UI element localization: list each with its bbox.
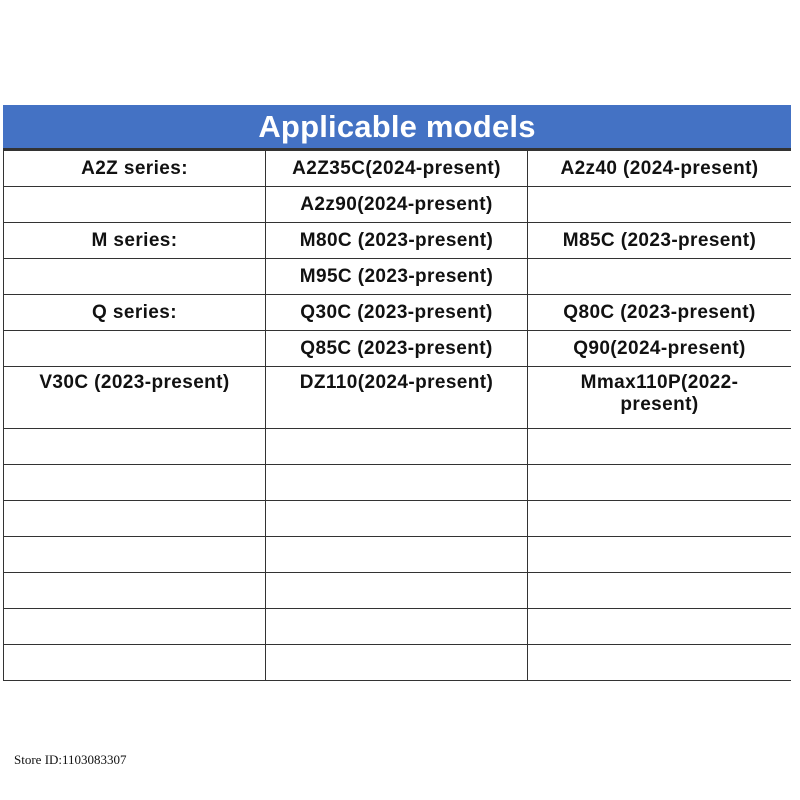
models-table bbox=[3, 105, 791, 695]
store-id-caption: Store ID:1103083307 bbox=[14, 752, 127, 767]
table-cell: Q85C (2023-present) bbox=[266, 331, 528, 367]
table-cell: Q series: bbox=[4, 295, 266, 331]
table-cell bbox=[4, 331, 266, 367]
table-cell: A2z40 (2024-present) bbox=[528, 151, 792, 187]
table-cell: Q80C (2023-present) bbox=[528, 295, 792, 331]
table-row bbox=[4, 367, 792, 429]
empty-cell bbox=[266, 429, 528, 465]
table-cell: Q90(2024-present) bbox=[528, 331, 792, 367]
models-grid bbox=[3, 150, 791, 681]
empty-row bbox=[4, 501, 792, 537]
table-cell: M80C (2023-present) bbox=[266, 223, 528, 259]
table-cell: A2Z series: bbox=[4, 151, 266, 187]
table-row bbox=[4, 331, 792, 367]
empty-cell bbox=[266, 573, 528, 609]
table-cell: A2z90(2024-present) bbox=[266, 187, 528, 223]
empty-cell bbox=[528, 501, 792, 537]
empty-cell bbox=[266, 465, 528, 501]
empty-cell bbox=[266, 609, 528, 645]
empty-cell bbox=[528, 465, 792, 501]
empty-cell bbox=[528, 609, 792, 645]
table-cell bbox=[528, 187, 792, 223]
table-cell: A2Z35C(2024-present) bbox=[266, 151, 528, 187]
table-cell: V30C (2023-present) bbox=[4, 367, 266, 429]
table-row bbox=[4, 223, 792, 259]
empty-cell bbox=[4, 537, 266, 573]
table-row bbox=[4, 259, 792, 295]
table-cell bbox=[4, 187, 266, 223]
table-cell bbox=[528, 259, 792, 295]
empty-cell bbox=[266, 537, 528, 573]
table-cell: M series: bbox=[4, 223, 266, 259]
empty-cell bbox=[266, 645, 528, 681]
table-header bbox=[3, 105, 791, 150]
table-title: Applicable models bbox=[258, 108, 536, 144]
empty-cell bbox=[4, 645, 266, 681]
empty-cell bbox=[528, 429, 792, 465]
table-row bbox=[4, 187, 792, 223]
empty-cell bbox=[4, 429, 266, 465]
table-cell: DZ110(2024-present) bbox=[266, 367, 528, 429]
table-cell: Q30C (2023-present) bbox=[266, 295, 528, 331]
empty-cell bbox=[528, 573, 792, 609]
empty-cell bbox=[4, 465, 266, 501]
table-cell: M85C (2023-present) bbox=[528, 223, 792, 259]
table-cell: M95C (2023-present) bbox=[266, 259, 528, 295]
empty-row bbox=[4, 537, 792, 573]
empty-row bbox=[4, 465, 792, 501]
empty-row bbox=[4, 573, 792, 609]
table-cell: Mmax110P(2022- present) bbox=[528, 367, 792, 429]
empty-cell bbox=[528, 537, 792, 573]
table-row bbox=[4, 151, 792, 187]
table-row bbox=[4, 295, 792, 331]
empty-row bbox=[4, 609, 792, 645]
empty-cell bbox=[4, 573, 266, 609]
empty-row bbox=[4, 645, 792, 681]
empty-cell bbox=[528, 645, 792, 681]
table-cell bbox=[4, 259, 266, 295]
empty-cell bbox=[4, 609, 266, 645]
empty-cell bbox=[4, 501, 266, 537]
empty-cell bbox=[266, 501, 528, 537]
empty-row bbox=[4, 429, 792, 465]
